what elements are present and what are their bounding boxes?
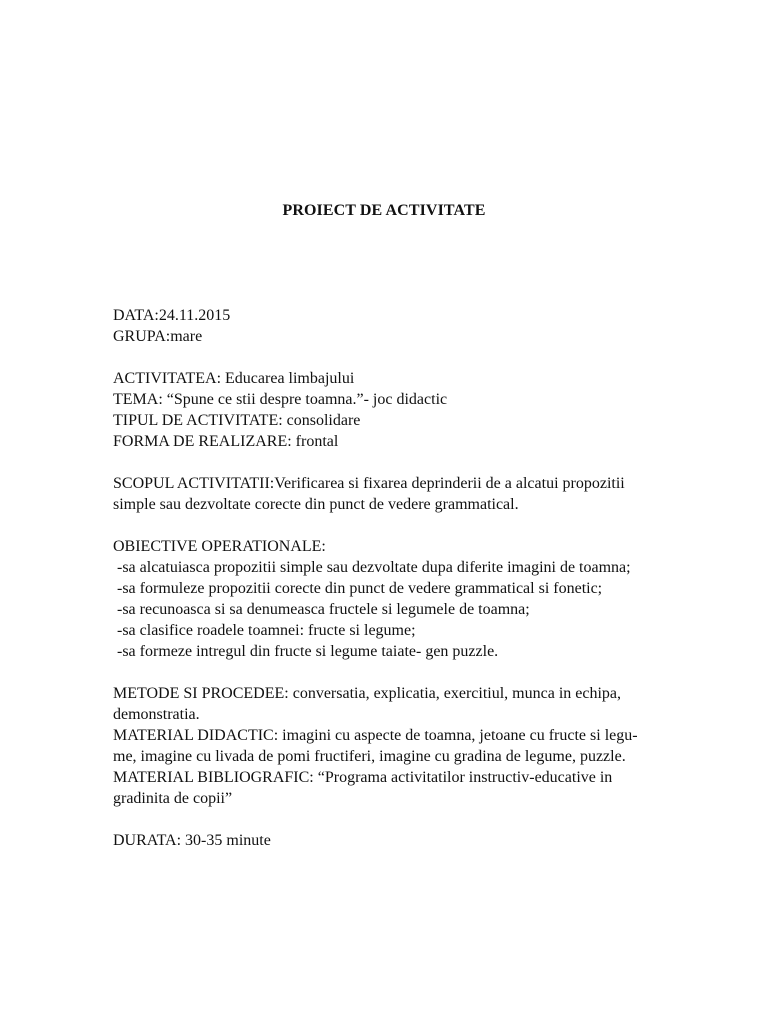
objective-item: -sa formeze intregul din fructe si legume taiate- gen puzzle. [117,643,499,660]
objective-item: -sa formuleze propozitii corecte din punct de vedere grammatical si fonetic; [117,580,603,597]
document-title: PROIECT DE ACTIVITATE [282,202,486,219]
purpose-line-2: simple sau dezvoltate corecte din punct de vedere grammatical. [113,496,519,513]
theme-line: TEMA: “Spune ce stii despre toamna.”- joc didactic [113,391,448,408]
bibliographic-material-line-1: MATERIAL BIBLIOGRAFIC: “Programa activitatilor instructiv-educative in [113,769,613,786]
spacer [113,809,713,830]
duration-line: DURATA: 30-35 minute [113,832,271,849]
form-line: FORMA DE REALIZARE: frontal [113,433,339,450]
group-line: GRUPA:mare [113,328,203,345]
objectives-heading: OBIECTIVE OPERATIONALE: [113,538,326,555]
document-body [113,305,713,851]
purpose-line-1: SCOPUL ACTIVITATII:Verificarea si fixarea deprinderii de a alcatui propozitii [113,475,625,492]
activity-type-line: TIPUL DE ACTIVITATE: consolidare [113,412,361,429]
didactic-material-line-2: me, imagine cu livada de pomi fructiferi, imagine cu gradina de legume, puzzle. [113,748,626,765]
methods-line-2: demonstratia. [113,706,200,723]
activity-line: ACTIVITATEA: Educarea limbajului [113,370,355,387]
spacer [113,662,713,683]
date-line: DATA:24.11.2015 [113,307,231,324]
objective-item: -sa alcatuiasca propozitii simple sau dezvoltate dupa diferite imagini de toamna; [117,559,631,576]
bibliographic-material-line-2: gradinita de copii” [113,790,233,807]
spacer [113,515,713,536]
objective-item: -sa clasifice roadele toamnei: fructe si legume; [117,622,416,639]
spacer [113,347,713,368]
objective-item: -sa recunoasca si sa denumeasca fructele si legumele de toamna; [117,601,530,618]
didactic-material-line-1: MATERIAL DIDACTIC: imagini cu aspecte de toamna, jetoane cu fructe si legu- [113,727,638,744]
methods-line-1: METODE SI PROCEDEE: conversatia, explicatia, exercitiul, munca in echipa, [113,685,622,702]
spacer [113,452,713,473]
